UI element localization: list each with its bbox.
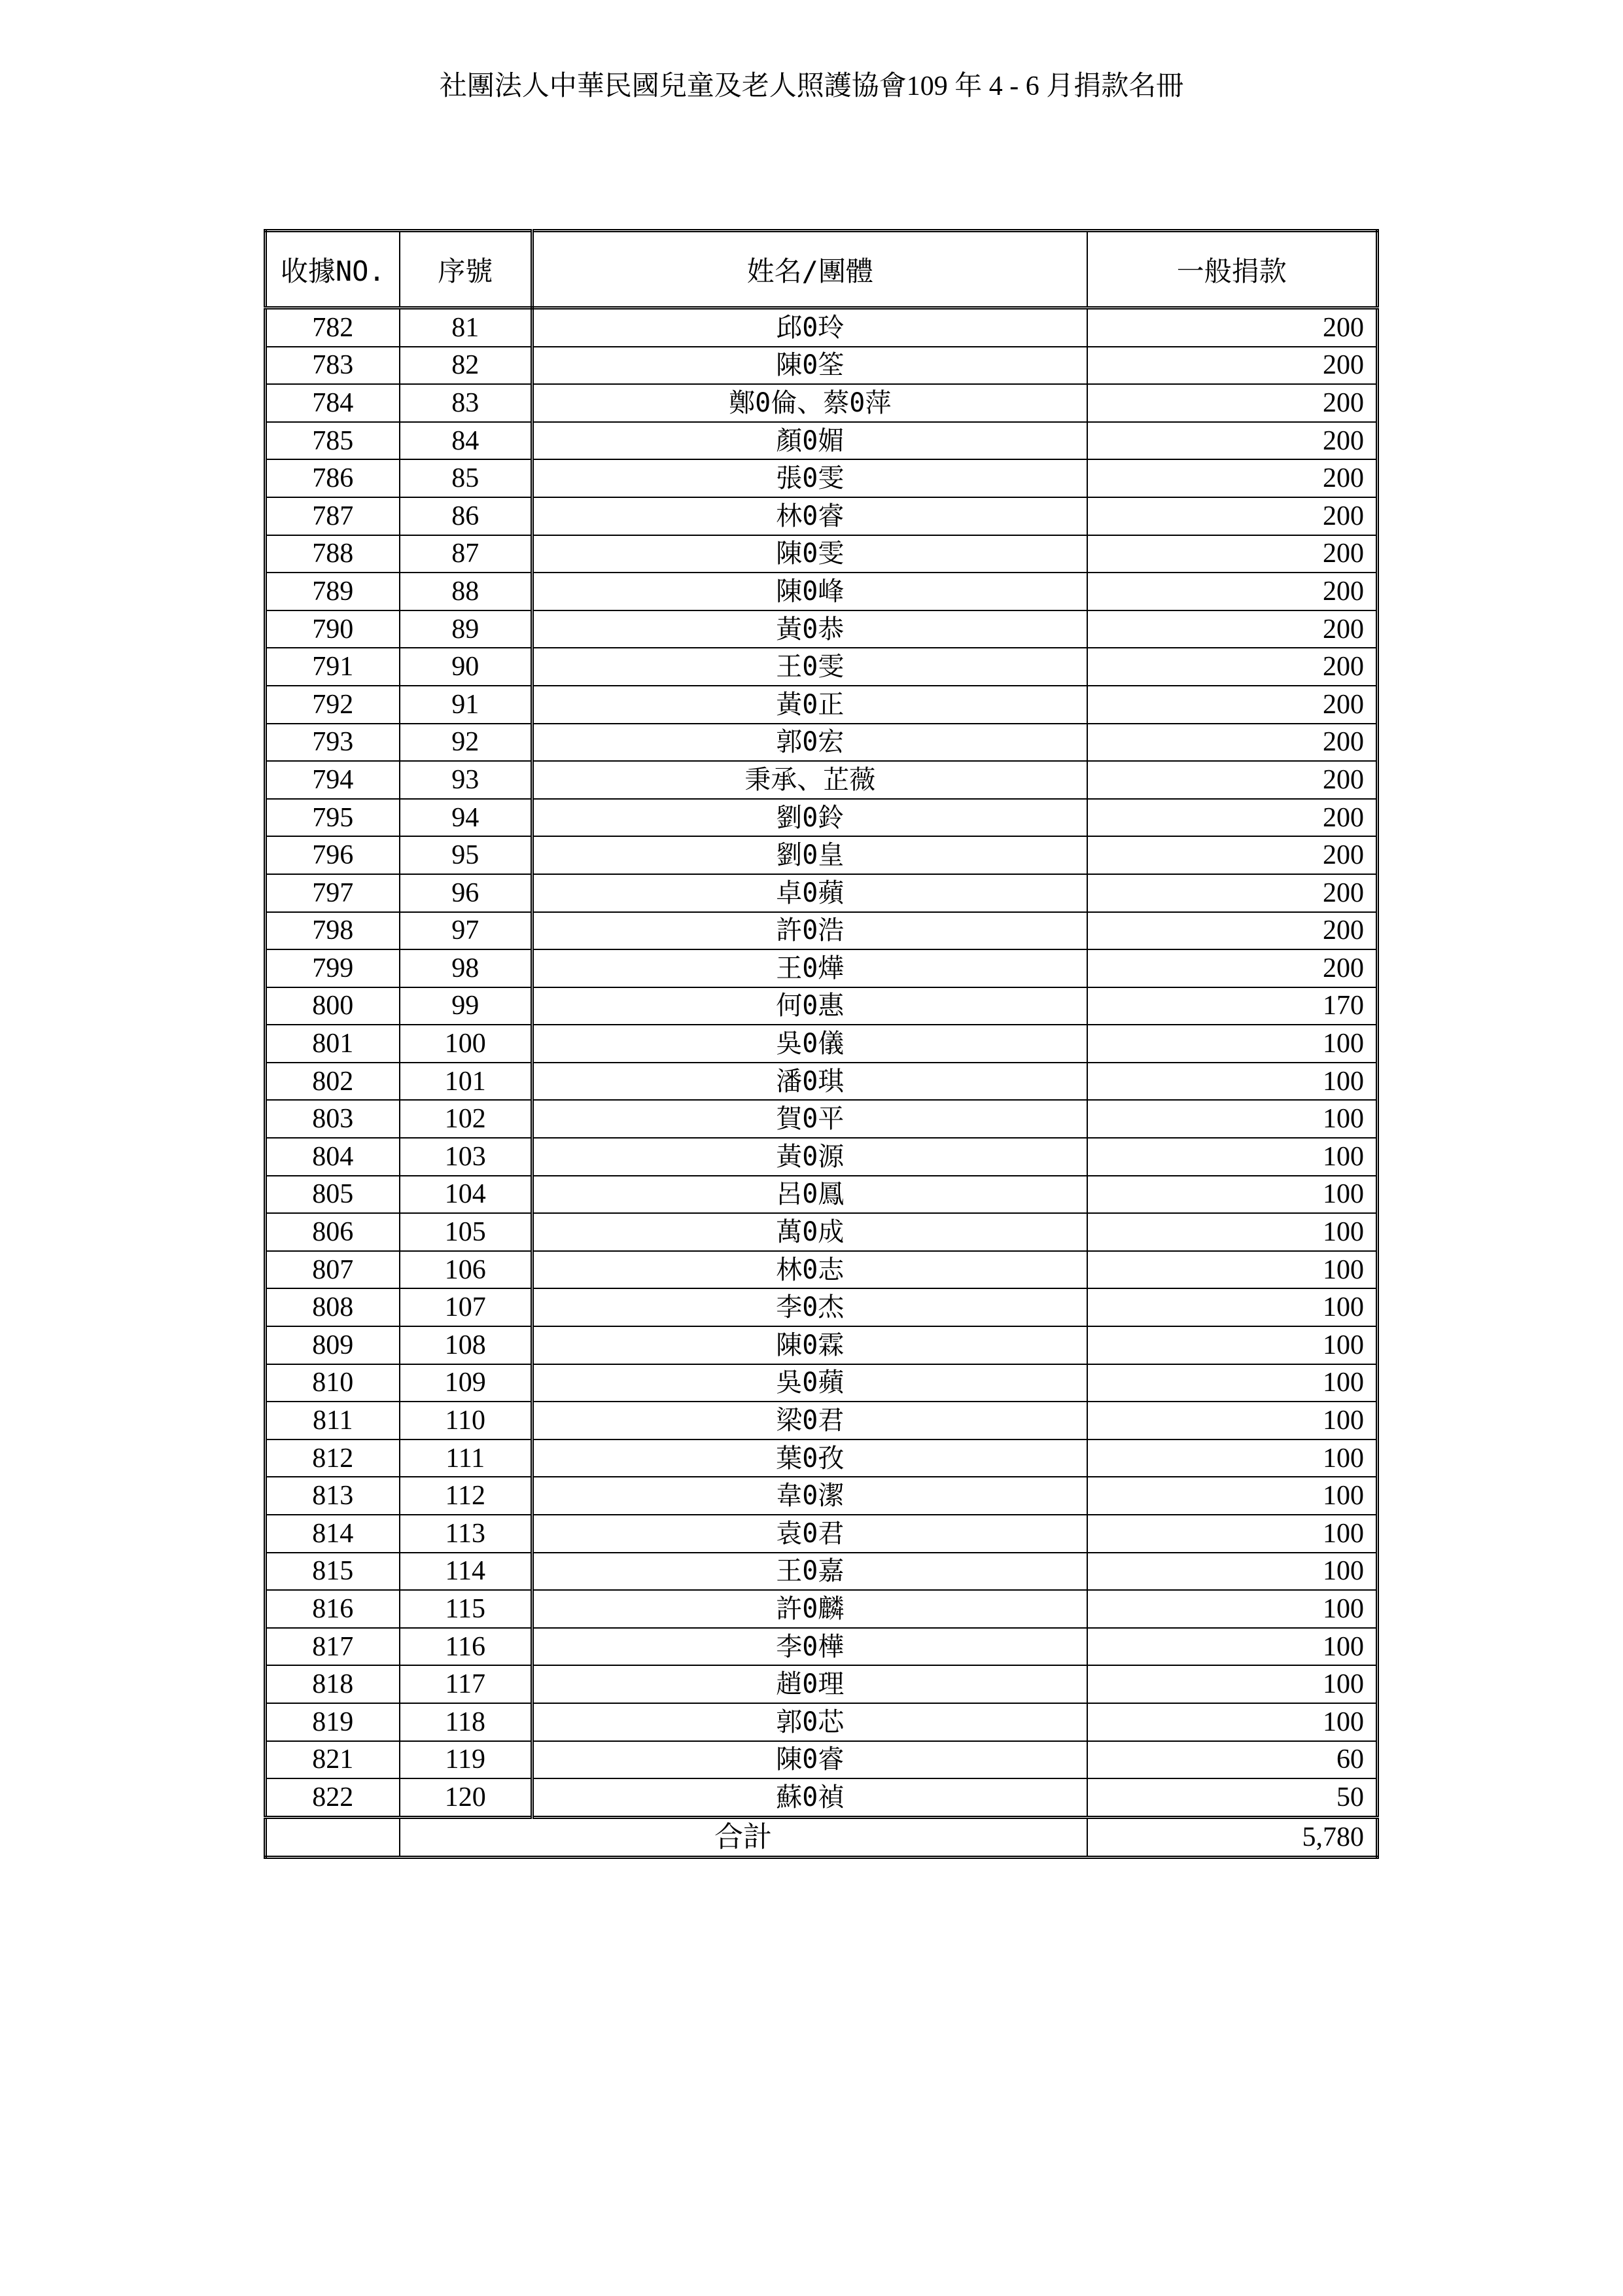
receipt-number-cell: 799 [266, 949, 400, 987]
table-row [266, 1477, 1378, 1515]
table-row [266, 799, 1378, 837]
sequence-cell: 102 [400, 1100, 532, 1138]
donor-name-cell: 李0樺 [532, 1628, 1087, 1666]
donation-amount-cell: 50 [1087, 1778, 1378, 1817]
donor-name-cell: 黃0正 [532, 686, 1087, 724]
sequence-cell: 99 [400, 987, 532, 1025]
sequence-cell: 110 [400, 1402, 532, 1439]
receipt-number-cell: 810 [266, 1364, 400, 1402]
donation-amount-cell: 200 [1087, 308, 1378, 347]
receipt-number-cell: 790 [266, 610, 400, 648]
table-row [266, 1025, 1378, 1063]
total-label: 合計 [400, 1817, 1087, 1857]
receipt-number-cell: 782 [266, 308, 400, 347]
table-row [266, 610, 1378, 648]
receipt-number-cell: 792 [266, 686, 400, 724]
donation-amount-cell: 100 [1087, 1063, 1378, 1101]
donation-amount-cell: 200 [1087, 648, 1378, 686]
donation-amount-cell: 200 [1087, 874, 1378, 912]
receipt-number-cell: 806 [266, 1213, 400, 1251]
donation-amount-cell: 100 [1087, 1138, 1378, 1176]
donation-amount-cell: 200 [1087, 535, 1378, 573]
receipt-number-cell: 800 [266, 987, 400, 1025]
donation-amount-cell: 60 [1087, 1741, 1378, 1779]
donor-name-cell: 王0燁 [532, 949, 1087, 987]
sequence-cell: 100 [400, 1025, 532, 1063]
table-row [266, 1741, 1378, 1779]
sequence-cell: 93 [400, 761, 532, 799]
donor-name-cell: 郭0宏 [532, 724, 1087, 762]
sequence-cell: 111 [400, 1439, 532, 1477]
receipt-number-cell: 816 [266, 1590, 400, 1628]
donor-name-cell: 梁0君 [532, 1402, 1087, 1439]
table-row [266, 1778, 1378, 1817]
receipt-number-cell: 796 [266, 836, 400, 874]
sequence-cell: 88 [400, 573, 532, 610]
donation-amount-cell: 200 [1087, 686, 1378, 724]
table-row [266, 384, 1378, 422]
donation-amount-cell: 100 [1087, 1402, 1378, 1439]
table-row [266, 1251, 1378, 1289]
sequence-cell: 106 [400, 1251, 532, 1289]
receipt-number-cell: 789 [266, 573, 400, 610]
donor-name-cell: 王0雯 [532, 648, 1087, 686]
donation-amount-cell: 100 [1087, 1628, 1378, 1666]
receipt-number-cell: 818 [266, 1665, 400, 1703]
table-row [266, 1213, 1378, 1251]
sequence-cell: 86 [400, 497, 532, 535]
donation-amount-cell: 200 [1087, 799, 1378, 837]
donation-amount-cell: 100 [1087, 1025, 1378, 1063]
receipt-number-cell: 809 [266, 1326, 400, 1364]
receipt-number-cell: 811 [266, 1402, 400, 1439]
receipt-number-cell: 797 [266, 874, 400, 912]
receipt-number-cell: 812 [266, 1439, 400, 1477]
sequence-cell: 105 [400, 1213, 532, 1251]
table-row [266, 648, 1378, 686]
receipt-number-cell: 795 [266, 799, 400, 837]
table-row [266, 1176, 1378, 1214]
table-row [266, 459, 1378, 497]
receipt-number-cell: 804 [266, 1138, 400, 1176]
receipt-number-cell: 786 [266, 459, 400, 497]
donation-amount-cell: 100 [1087, 1326, 1378, 1364]
donor-name-cell: 劉0鈴 [532, 799, 1087, 837]
sequence-cell: 81 [400, 308, 532, 347]
donor-name-cell: 呂0鳳 [532, 1176, 1087, 1214]
table-row [266, 1515, 1378, 1553]
donor-name-cell: 黃0恭 [532, 610, 1087, 648]
sequence-cell: 94 [400, 799, 532, 837]
donor-name-cell: 陳0雯 [532, 535, 1087, 573]
donation-amount-cell: 200 [1087, 573, 1378, 610]
receipt-number-cell: 819 [266, 1703, 400, 1741]
donor-name-cell: 萬0成 [532, 1213, 1087, 1251]
receipt-number-cell: 784 [266, 384, 400, 422]
table-row [266, 1703, 1378, 1741]
donor-name-cell: 卓0蘋 [532, 874, 1087, 912]
donation-amount-cell: 100 [1087, 1288, 1378, 1326]
sequence-cell: 117 [400, 1665, 532, 1703]
donation-amount-cell: 100 [1087, 1703, 1378, 1741]
receipt-number-cell: 821 [266, 1741, 400, 1779]
donation-amount-cell: 100 [1087, 1213, 1378, 1251]
sequence-cell: 84 [400, 422, 532, 460]
sequence-cell: 91 [400, 686, 532, 724]
header-row [266, 231, 1378, 308]
sequence-cell: 115 [400, 1590, 532, 1628]
sequence-cell: 109 [400, 1364, 532, 1402]
donor-name-cell: 葉0孜 [532, 1439, 1087, 1477]
donation-amount-cell: 200 [1087, 459, 1378, 497]
receipt-number-cell: 813 [266, 1477, 400, 1515]
table-row [266, 1364, 1378, 1402]
donor-name-cell: 陳0睿 [532, 1741, 1087, 1779]
donation-amount-cell: 100 [1087, 1176, 1378, 1214]
sequence-cell: 108 [400, 1326, 532, 1364]
donor-name-cell: 趙0理 [532, 1665, 1087, 1703]
table-row [266, 1063, 1378, 1101]
document-title: 社團法人中華民國兒童及老人照護協會109 年 4 - 6 月捐款名冊 [439, 71, 1184, 101]
donation-amount-cell: 100 [1087, 1553, 1378, 1591]
donor-name-cell: 吳0蘋 [532, 1364, 1087, 1402]
receipt-number-cell: 817 [266, 1628, 400, 1666]
table-row [266, 1326, 1378, 1364]
total-amount: 5,780 [1087, 1817, 1378, 1857]
receipt-number-cell: 815 [266, 1553, 400, 1591]
table-row [266, 836, 1378, 874]
donation-amount-cell: 170 [1087, 987, 1378, 1025]
table-row [266, 912, 1378, 950]
receipt-number-cell: 798 [266, 912, 400, 950]
receipt-number-cell: 801 [266, 1025, 400, 1063]
donor-name-cell: 鄭0倫、蔡0萍 [532, 384, 1087, 422]
donation-table [264, 229, 1379, 1859]
sequence-cell: 118 [400, 1703, 532, 1741]
sequence-cell: 116 [400, 1628, 532, 1666]
total-blank-cell [266, 1817, 400, 1857]
table-row [266, 422, 1378, 460]
table-row [266, 497, 1378, 535]
receipt-number-cell: 802 [266, 1063, 400, 1101]
donor-name-cell: 陳0霖 [532, 1326, 1087, 1364]
donation-amount-cell: 100 [1087, 1515, 1378, 1553]
donation-amount-cell: 200 [1087, 724, 1378, 762]
sequence-cell: 98 [400, 949, 532, 987]
sequence-cell: 104 [400, 1176, 532, 1214]
receipt-number-cell: 805 [266, 1176, 400, 1214]
donation-amount-cell: 200 [1087, 610, 1378, 648]
receipt-number-cell: 807 [266, 1251, 400, 1289]
donation-amount-cell: 100 [1087, 1100, 1378, 1138]
donor-name-cell: 李0杰 [532, 1288, 1087, 1326]
donor-name-cell: 吳0儀 [532, 1025, 1087, 1063]
donation-amount-cell: 200 [1087, 836, 1378, 874]
receipt-number-cell: 791 [266, 648, 400, 686]
donor-name-cell: 蘇0禎 [532, 1778, 1087, 1817]
total-row [266, 1817, 1378, 1857]
donor-name-cell: 劉0皇 [532, 836, 1087, 874]
sequence-cell: 119 [400, 1741, 532, 1779]
donation-amount-cell: 100 [1087, 1665, 1378, 1703]
sequence-cell: 82 [400, 347, 532, 385]
sequence-cell: 90 [400, 648, 532, 686]
table-row [266, 1553, 1378, 1591]
sequence-cell: 113 [400, 1515, 532, 1553]
donation-amount-cell: 100 [1087, 1477, 1378, 1515]
donor-name-cell: 陳0峰 [532, 573, 1087, 610]
donor-name-cell: 林0睿 [532, 497, 1087, 535]
sequence-cell: 97 [400, 912, 532, 950]
table-row [266, 761, 1378, 799]
donor-name-cell: 邱0玲 [532, 308, 1087, 347]
sequence-header: 序號 [400, 231, 532, 308]
donation-amount-cell: 100 [1087, 1251, 1378, 1289]
sequence-cell: 95 [400, 836, 532, 874]
donor-name-cell: 王0嘉 [532, 1553, 1087, 1591]
sequence-cell: 120 [400, 1778, 532, 1817]
receipt-number-cell: 785 [266, 422, 400, 460]
general-donation-header: 一般捐款 [1087, 231, 1378, 308]
receipt-number-cell: 787 [266, 497, 400, 535]
donation-amount-cell: 200 [1087, 949, 1378, 987]
donation-amount-cell: 100 [1087, 1364, 1378, 1402]
table-row [266, 1590, 1378, 1628]
table-row [266, 1628, 1378, 1666]
table-row [266, 1665, 1378, 1703]
donation-amount-cell: 200 [1087, 422, 1378, 460]
receipt-number-cell: 783 [266, 347, 400, 385]
donation-amount-cell: 200 [1087, 347, 1378, 385]
donation-amount-cell: 200 [1087, 761, 1378, 799]
sequence-cell: 83 [400, 384, 532, 422]
donor-name-cell: 賀0平 [532, 1100, 1087, 1138]
donor-name-cell: 黃0源 [532, 1138, 1087, 1176]
sequence-cell: 101 [400, 1063, 532, 1101]
receipt-number-cell: 814 [266, 1515, 400, 1553]
sequence-cell: 92 [400, 724, 532, 762]
donation-amount-cell: 200 [1087, 384, 1378, 422]
receipt-number-cell: 803 [266, 1100, 400, 1138]
table-row [266, 686, 1378, 724]
table-row [266, 347, 1378, 385]
donor-name-header: 姓名/團體 [532, 231, 1087, 308]
donor-name-cell: 陳0筌 [532, 347, 1087, 385]
donor-name-cell: 秉承、芷薇 [532, 761, 1087, 799]
receipt-number-cell: 794 [266, 761, 400, 799]
sequence-cell: 103 [400, 1138, 532, 1176]
table-row [266, 1100, 1378, 1138]
sequence-cell: 107 [400, 1288, 532, 1326]
table-row [266, 1402, 1378, 1439]
donor-name-cell: 顏0媚 [532, 422, 1087, 460]
donor-name-cell: 林0志 [532, 1251, 1087, 1289]
table-row [266, 724, 1378, 762]
sequence-cell: 85 [400, 459, 532, 497]
table-row [266, 1138, 1378, 1176]
sequence-cell: 114 [400, 1553, 532, 1591]
sequence-cell: 112 [400, 1477, 532, 1515]
donor-name-cell: 郭0芯 [532, 1703, 1087, 1741]
donor-name-cell: 袁0君 [532, 1515, 1087, 1553]
receipt-number-cell: 793 [266, 724, 400, 762]
table-row [266, 874, 1378, 912]
table-row [266, 308, 1378, 347]
donor-name-cell: 張0雯 [532, 459, 1087, 497]
donation-amount-cell: 200 [1087, 912, 1378, 950]
sequence-cell: 89 [400, 610, 532, 648]
table-row [266, 573, 1378, 610]
table-row [266, 987, 1378, 1025]
donor-name-cell: 潘0琪 [532, 1063, 1087, 1101]
receipt-number-cell: 822 [266, 1778, 400, 1817]
table-row [266, 1439, 1378, 1477]
sequence-cell: 96 [400, 874, 532, 912]
donor-name-cell: 許0麟 [532, 1590, 1087, 1628]
donor-name-cell: 何0惠 [532, 987, 1087, 1025]
table-row [266, 1288, 1378, 1326]
receipt-number-cell: 808 [266, 1288, 400, 1326]
donation-amount-cell: 100 [1087, 1439, 1378, 1477]
donor-name-cell: 許0浩 [532, 912, 1087, 950]
receipt-number-header: 收據NO. [266, 231, 400, 308]
receipt-number-cell: 788 [266, 535, 400, 573]
donor-name-cell: 韋0潔 [532, 1477, 1087, 1515]
donation-amount-cell: 200 [1087, 497, 1378, 535]
donation-amount-cell: 100 [1087, 1590, 1378, 1628]
table-row [266, 949, 1378, 987]
sequence-cell: 87 [400, 535, 532, 573]
table-row [266, 535, 1378, 573]
